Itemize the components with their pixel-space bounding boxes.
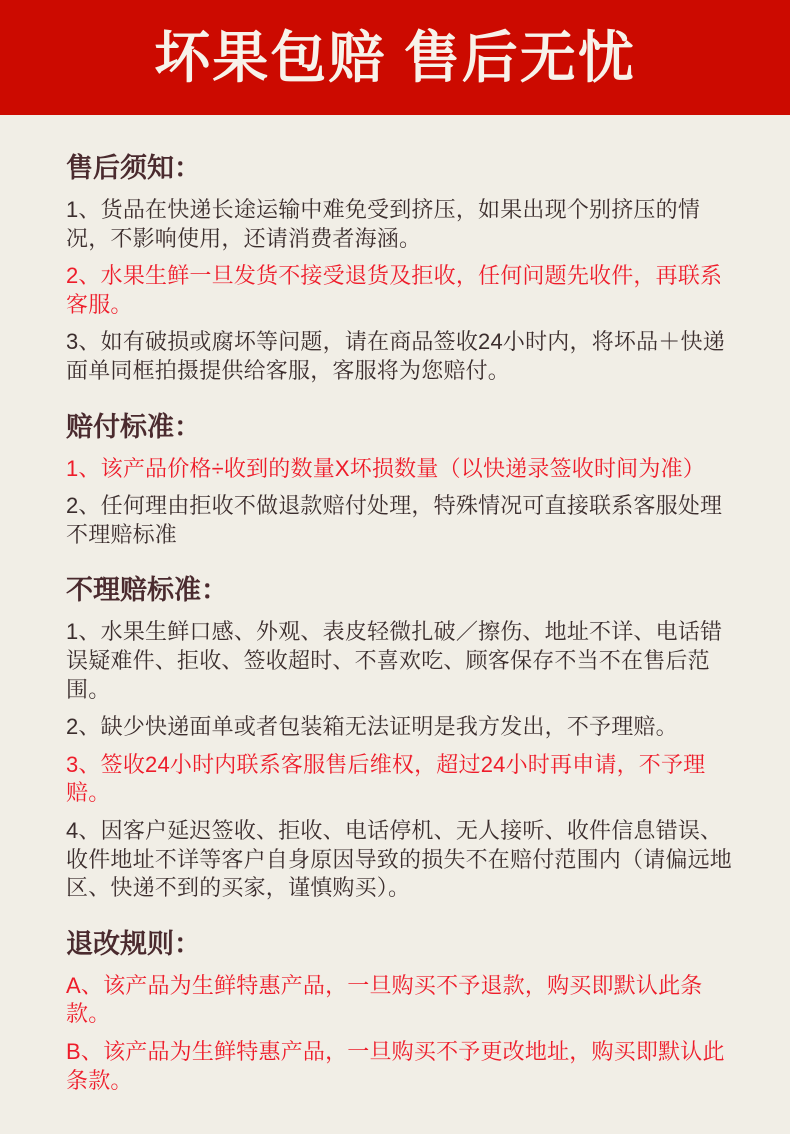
section-heading: 赔付标准： (66, 411, 201, 442)
policy-item: 2、缺少快递面单或者包装箱无法证明是我方发出，不予理赔。 (66, 714, 678, 740)
policy-item: 2、水果生鲜一旦发货不接受退货及拒收，任何问题先收件，再联系客服。 (66, 263, 723, 317)
policy-section (66, 412, 732, 550)
promo-banner (0, 0, 790, 115)
policy-item: 1、该产品价格÷收到的数量X坏损数量（以快递录签收时间为准） (66, 455, 705, 481)
policy-item: 1、货品在快递长途运输中难免受到挤压，如果出现个别挤压的情况，不影响使用，还请消费者海涵。 (66, 197, 701, 251)
policy-item: A、该产品为生鲜特惠产品，一旦购买不予退款，购买即默认此条款。 (66, 972, 703, 1027)
policy-item: 2、任何理由拒收不做退款赔付处理，特殊情况可直接联系客服处理不理赔标准 (66, 493, 723, 547)
policy-content (0, 115, 790, 1134)
section-heading: 退改规则： (66, 928, 201, 959)
section-heading: 售后须知： (66, 153, 201, 183)
policy-section (66, 575, 732, 902)
policy-section (66, 153, 732, 386)
policy-sections (66, 153, 732, 1095)
banner-title: 坏果包赔 售后无忧 (154, 25, 636, 89)
policy-item: 4、因客户延迟签收、拒收、电话停机、无人接听、收件信息错误、收件地址不详等客户自身原因导致的损失不在赔付范围内（请偏远地区、快递不到的买家，谨慎购买）。 (66, 818, 733, 901)
section-heading: 不理赔标准： (66, 575, 228, 606)
policy-item: B、该产品为生鲜特惠产品，一旦购买不予更改地址，购买即默认此条款。 (66, 1039, 725, 1093)
policy-item: 3、如有破损或腐坏等问题，请在商品签收24小时内，将坏品＋快递面单同框拍摄提供给客服，客服将为您赔付。 (66, 329, 725, 384)
policy-item: 3、签收24小时内联系客服售后维权，超过24小时再申请，不予理赔。 (66, 751, 706, 806)
policy-item: 1、水果生鲜口感、外观、表皮轻微扎破／擦伤、地址不详、电话错误疑难件、拒收、签收超时、不喜欢吃、顾客保存不当不在售后范围。 (66, 619, 723, 702)
policy-section (66, 929, 732, 1095)
